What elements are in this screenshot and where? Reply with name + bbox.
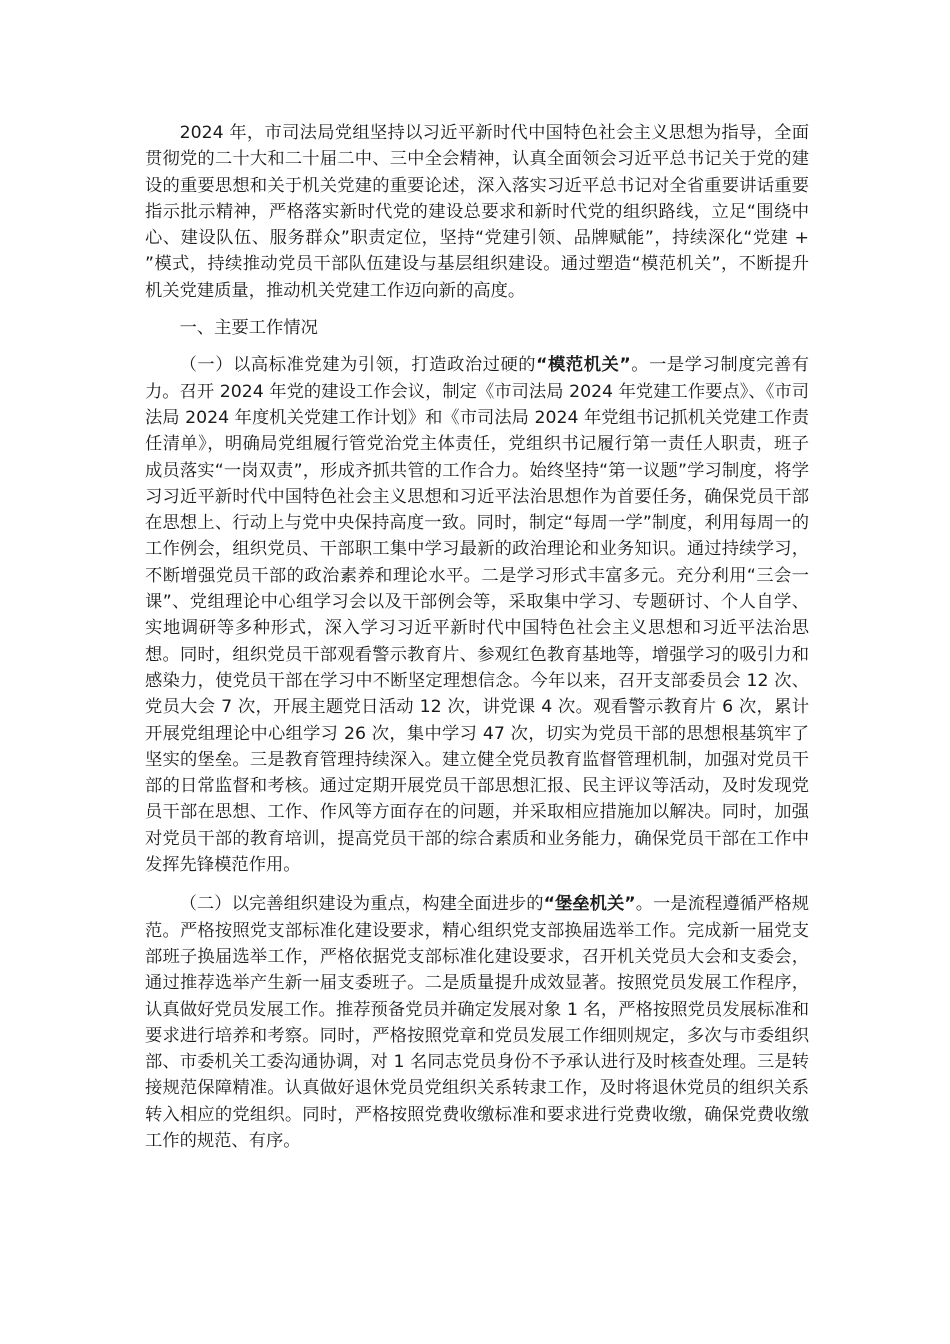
- document-page: [145, 120, 809, 1154]
- part2-highlight: “堡垒机关”: [543, 894, 636, 915]
- part1-body: 。一是学习制度完善有力。召开 2024 年党的建设工作会议，制定《市司法局 2024 年党建工作要点》、《市司法局 2024 年度机关党建工作计划》和《市司法局 2024 年党组书记抓机关党建工作责任清单》，明确局党组履行管党治党主体责任，党组织书记履行第一责任人职责，班子成员落实“一岗双责”，形成齐抓共管的工作合力。始终坚持“第一议题”学习制度，将学习习近平新时代中国特色社会主义思想和习近平法治思想作为首要任务，确保党员干部在思想上、行动上与党中央保持高度一致。同时，制定“每周一学”制度，利用每周一的工作例会，组织党员、干部职工集中学习最新的政治理论和业务知识。通过持续学习，不断增强党员干部的政治素养和理论水平。二是学习形式丰富多元。充分利用“三会一课”、党组理论中心组学习会以及干部例会等，采取集中学习、专题研讨、个人自学、实地调研等多种形式，深入学习习近平新时代中国特色社会主义思想和习近平法治思想。同时，组织党员干部观看警示教育片、参观红色教育基地等，增强学习的吸引力和感染力，使党员干部在学习中不断坚定理想信念。今年以来，召开支部委员会 12 次、党员大会 7 次，开展主题党日活动 12 次，讲党课 4 次。观看警示教育片 6 次，累计开展党组理论中心组学习 26 次，集中学习 47 次，切实为党员干部的思想根基筑牢了坚实的堡垒。三是教育管理持续深入。建立健全党员教育监督管理机制，加强对党员干部的日常监督和考核。通过定期开展党员干部思想汇报、民主评议等活动，及时发现党员干部在思想、工作、作风等方面存在的问题，并采取相应措施加以解决。同时，加强对党员干部的教育培训，提高党员干部的综合素质和业务能力，确保党员干部在工作中发挥先锋模范作用。: [145, 355, 809, 876]
- section-heading: 一、主要工作情况: [179, 318, 318, 339]
- part1-paragraph: [145, 352, 809, 878]
- part1-highlight: “模范机关”: [536, 355, 631, 376]
- part2-body: 。一是流程遵循严格规范。严格按照党支部标准化建设要求，精心组织党支部换届选举工作。完成新一届党支部班子换届选举工作，严格依据党支部标准化建设要求，召开机关党员大会和支委会，通过推荐选举产生新一届支委班子。二是质量提升成效显著。按照党员发展工作程序，认真做好党员发展工作。推荐预备党员并确定发展对象 1 名，严格按照党员发展标准和要求进行培养和考察。同时，严格按照党章和党员发展工作细则规定，多次与市委组织部、市委机关工委沟通协调，对 1 名同志党员身份不予承认进行及时核查处理。三是转接规范保障精准。认真做好退休党员党组织关系转隶工作，及时将退休党员的组织关系转入相应的党组织。同时，严格按照党费收缴标准和要求进行党费收缴，确保党费收缴工作的规范、有序。: [145, 894, 809, 1151]
- part2-lead: （二）以完善组织建设为重点，构建全面进步的: [179, 894, 544, 915]
- intro-paragraph: 2024 年，市司法局党组坚持以习近平新时代中国特色社会主义思想为指导，全面贯彻党的二十大和二十届二中、三中全会精神，认真全面领会习近平总书记关于党的建设的重要思想和关于机关党建的重要论述，深入落实习近平总书记对全省重要讲话重要指示批示精神，严格落实新时代党的建设总要求和新时代党的组织路线，立足“围绕中心、建设队伍、服务群众”职责定位，坚持“党建引领、品牌赋能”，持续深化“党建 + ”模式，持续推动党员干部队伍建设与基层组织建设。通过塑造“模范机关”，不断提升机关党建质量，推动机关党建工作迈向新的高度。: [145, 123, 809, 301]
- part2-paragraph: [145, 891, 809, 1154]
- part1-lead: （一）以高标准党建为引领，打造政治过硬的: [179, 355, 537, 376]
